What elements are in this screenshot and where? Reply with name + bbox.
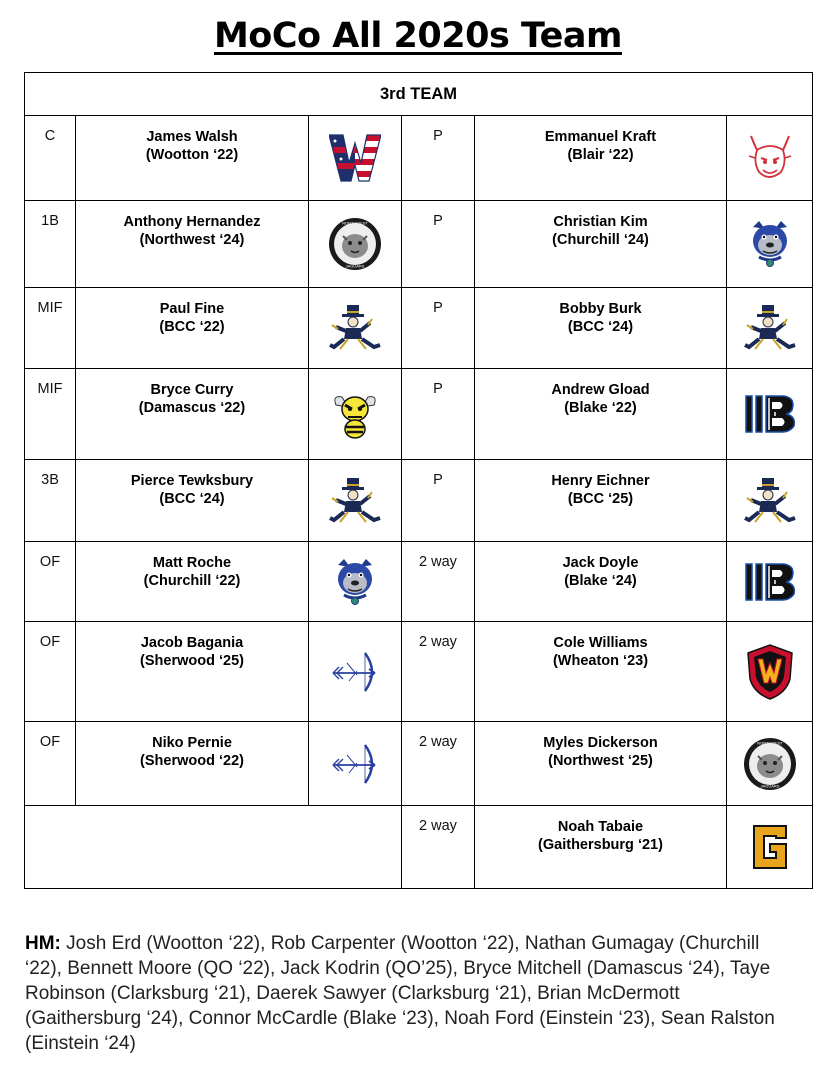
honorable-mentions <box>25 931 800 1056</box>
position-cell: 2 way <box>402 622 475 722</box>
svg-text:NORTHWEST: NORTHWEST <box>756 740 783 745</box>
player-school: (Churchill ‘22) <box>143 573 241 589</box>
player-school: (Northwest ‘25) <box>548 753 653 769</box>
player-school: (BCC ‘24) <box>159 491 225 507</box>
position-cell: OF <box>25 542 76 622</box>
table-row <box>25 622 813 722</box>
player-cell <box>76 542 309 622</box>
player-cell <box>475 542 727 622</box>
player-cell <box>76 622 309 722</box>
player-school: (Blake ‘24) <box>564 573 637 589</box>
position-cell: C <box>25 116 76 201</box>
player-cell <box>475 201 727 288</box>
player-name: James Walsh <box>146 129 238 145</box>
player-name: Noah Tabaie <box>557 819 644 835</box>
blake-b-logo <box>727 542 813 622</box>
player-school: (Blake ‘22) <box>564 400 637 416</box>
player-cell <box>475 460 727 542</box>
player-name: Niko Pernie <box>152 735 232 751</box>
table-row <box>25 288 813 369</box>
position-cell: 3B <box>25 460 76 542</box>
player-school: (Blair ‘22) <box>567 147 634 163</box>
player-name: Pierce Tewksbury <box>130 473 254 489</box>
position-cell: 1B <box>25 201 76 288</box>
table-row <box>25 369 813 460</box>
player-name: Jacob Bagania <box>140 635 244 651</box>
player-name: Andrew Gload <box>551 382 650 398</box>
player-cell <box>475 722 727 806</box>
position-cell: P <box>402 201 475 288</box>
position-cell: P <box>402 460 475 542</box>
player-cell <box>76 722 309 806</box>
player-name: Paul Fine <box>159 301 225 317</box>
position-cell: P <box>402 116 475 201</box>
table-row <box>25 116 813 201</box>
player-school: (Northwest ‘24) <box>139 232 245 248</box>
player-name: Christian Kim <box>553 214 648 230</box>
player-name: Bryce Curry <box>150 382 234 398</box>
player-cell <box>76 369 309 460</box>
bcc-leprechaun-logo <box>727 460 813 542</box>
player-name: Henry Eichner <box>551 473 650 489</box>
player-school: (BCC ‘22) <box>159 319 225 335</box>
player-school: (Damascus ‘22) <box>138 400 246 416</box>
position-cell: P <box>402 288 475 369</box>
position-cell: 2 way <box>402 722 475 806</box>
player-cell <box>76 116 309 201</box>
sherwood-arrow-logo <box>309 722 402 806</box>
player-cell <box>76 201 309 288</box>
player-name: Emmanuel Kraft <box>544 129 657 145</box>
northwest-jaguar-logo <box>309 201 402 288</box>
page-title: MoCo All 2020s Team <box>213 16 623 56</box>
player-name: Jack Doyle <box>562 555 639 571</box>
blake-b-logo <box>727 369 813 460</box>
player-name: Matt Roche <box>152 555 232 571</box>
position-cell: OF <box>25 722 76 806</box>
empty-cell <box>25 806 402 889</box>
player-school: (Sherwood ‘22) <box>140 753 244 769</box>
player-cell <box>475 288 727 369</box>
player-name: Anthony Hernandez <box>123 214 261 230</box>
player-cell <box>475 622 727 722</box>
player-cell <box>76 288 309 369</box>
player-school: (Sherwood ‘25) <box>140 653 244 669</box>
damascus-hornet-logo <box>309 369 402 460</box>
svg-text:JAGUARS: JAGUARS <box>345 263 365 269</box>
position-cell: 2 way <box>402 806 475 889</box>
position-cell: OF <box>25 622 76 722</box>
sherwood-arrow-logo <box>309 622 402 722</box>
blair-devil-logo <box>727 116 813 201</box>
player-name: Myles Dickerson <box>543 735 658 751</box>
churchill-bulldog-logo <box>727 201 813 288</box>
player-cell <box>475 806 727 889</box>
hm-label: HM: <box>25 933 61 954</box>
position-cell: P <box>402 369 475 460</box>
player-school: (Churchill ‘24) <box>552 232 649 248</box>
position-cell: 2 way <box>402 542 475 622</box>
bcc-leprechaun-logo <box>727 288 813 369</box>
player-name: Bobby Burk <box>559 301 642 317</box>
player-school: (Wheaton ‘23) <box>552 653 649 669</box>
player-school: (Wootton ‘22) <box>145 147 239 163</box>
table-row <box>25 542 813 622</box>
svg-text:NORTHWEST: NORTHWEST <box>342 220 368 226</box>
table-row <box>25 460 813 542</box>
table-row <box>25 806 813 889</box>
hm-text: Josh Erd (Wootton ‘22), Rob Carpenter (Wootton ‘22), Nathan Gumagay (Churchill ‘22), Bennett Moore (QO ‘22), Jack Kodrin (QO’25), Bryce Mitchell (Damascus ‘24), Taye Robinson (Clarksburg ‘21), Daerek Sawyer (Clarksburg ‘21), Brian McDermott (Gaithersburg ‘24), Connor McCardle (Blake ‘23), Noah Ford (Einstein ‘23), Sean Ralston (Einstein ‘24) <box>25 933 775 1054</box>
player-cell <box>475 369 727 460</box>
bcc-leprechaun-logo <box>309 288 402 369</box>
wootton-w-logo <box>309 116 402 201</box>
team-header: 3rd TEAM <box>25 73 813 116</box>
position-cell: MIF <box>25 288 76 369</box>
player-cell <box>475 116 727 201</box>
position-cell: MIF <box>25 369 76 460</box>
table-row <box>25 201 813 288</box>
player-school: (Gaithersburg ‘21) <box>538 837 663 853</box>
churchill-bulldog-logo <box>309 542 402 622</box>
player-school: (BCC ‘25) <box>567 491 634 507</box>
svg-text:JAGUARS: JAGUARS <box>760 783 779 788</box>
table-row <box>25 722 813 806</box>
roster-table <box>24 72 813 889</box>
bcc-leprechaun-logo <box>309 460 402 542</box>
player-cell <box>76 460 309 542</box>
player-name: Cole Williams <box>553 635 648 651</box>
gaithersburg-g-logo <box>727 806 813 889</box>
northwest-jaguar-logo <box>727 722 813 806</box>
player-school: (BCC ‘24) <box>567 319 634 335</box>
wheaton-shield-logo <box>727 622 813 722</box>
